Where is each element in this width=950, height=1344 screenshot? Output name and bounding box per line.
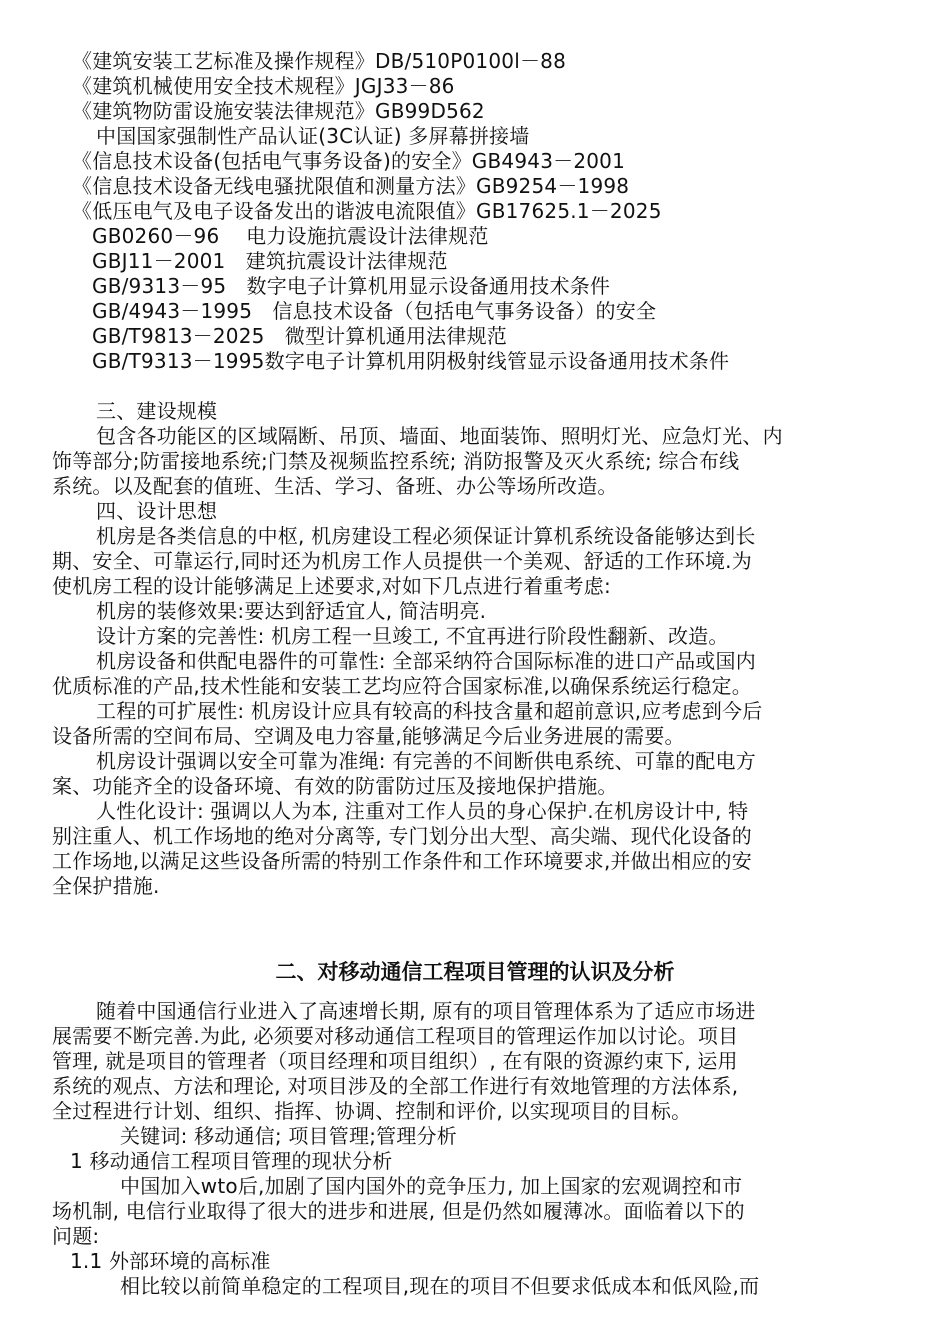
standard-line: 《建筑物防雷设施安装法律规范》GB99D562: [72, 99, 485, 123]
paragraph-line: 设备所需的空间布局、空调及电力容量,能够满足今后业务进展的需要。: [52, 724, 685, 748]
paragraph-line: 机房设计强调以安全可靠为准绳: 有完善的不间断供电系统、可靠的配电方: [96, 749, 756, 773]
paragraph-line: 随着中国通信行业进入了高速增长期, 原有的项目管理体系为了适应市场进: [96, 999, 756, 1023]
paragraph-line: 机房是各类信息的中枢, 机房建设工程必须保证计算机系统设备能够达到长: [96, 524, 756, 548]
standard-line: GB/4943－1995 信息技术设备（包括电气事务设备）的安全: [92, 299, 657, 323]
paragraph-line: 工程的可扩展性: 机房设计应具有较高的科技含量和超前意识,应考虑到今后: [96, 699, 763, 723]
paragraph-line: 案、功能齐全的设备环境、有效的防雷防过压及接地保护措施。: [52, 774, 618, 798]
standard-line-ccc: 中国国家强制性产品认证(3C认证) 多屏幕拼接墙: [96, 124, 530, 148]
paragraph-line: 管理, 就是项目的管理者（项目经理和项目组织）, 在有限的资源约束下, 运用: [52, 1049, 738, 1073]
paragraph-line: 包含各功能区的区域隔断、吊顶、墙面、地面装饰、照明灯光、应急灯光、内: [96, 424, 783, 448]
standard-line: 《信息技术设备(包括电气事务设备)的安全》GB4943－2001: [72, 149, 626, 173]
paragraph-line: 期、安全、可靠运行,同时还为机房工作人员提供一个美观、舒适的工作环境.为: [52, 549, 752, 573]
standard-line: GB/9313－95 数字电子计算机用显示设备通用技术条件: [92, 274, 611, 298]
paragraph-line: 别注重人、机工作场地的绝对分离等, 专门划分出大型、高尖端、现代化设备的: [52, 824, 752, 848]
paragraph-line: 机房的装修效果:要达到舒适宜人, 简洁明亮.: [96, 599, 487, 623]
paragraph-line: 展需要不断完善.为此, 必须要对移动通信工程项目的管理运作加以讨论。项目: [52, 1024, 739, 1048]
paragraph-line: 设计方案的完善性: 机房工程一旦竣工, 不宜再进行阶段性翻新、改造。: [96, 624, 729, 648]
chapter-title: 二、对移动通信工程项目管理的认识及分析: [275, 960, 675, 984]
standard-line: GB0260－96 电力设施抗震设计法律规范: [92, 224, 489, 248]
keywords-line: 关键词: 移动通信; 项目管理;管理分析: [120, 1124, 457, 1148]
paragraph-line: 相比较以前简单稳定的工程项目,现在的项目不但要求低成本和低风险,而: [120, 1274, 760, 1298]
section-heading: 三、建设规模: [96, 399, 218, 423]
paragraph-line: 问题:: [52, 1224, 100, 1248]
paragraph-line: 优质标准的产品,技术性能和安装工艺均应符合国家标准,以确保系统运行稳定。: [52, 674, 752, 698]
paragraph-line: 场机制, 电信行业取得了很大的进步和进展, 但是仍然如履薄冰。面临着以下的: [52, 1199, 745, 1223]
paragraph-line: 中国加入wto后,加剧了国内国外的竞争压力, 加上国家的宏观调控和市: [120, 1174, 743, 1198]
standard-line: 《建筑机械使用安全技术规程》JGJ33－86: [72, 74, 455, 98]
paragraph-line: 全过程进行计划、组织、指挥、协调、控制和评价, 以实现项目的目标。: [52, 1099, 692, 1123]
standard-line: 《低压电气及电子设备发出的谐波电流限值》GB17625.1－2025: [72, 199, 662, 223]
paragraph-line: 机房设备和供配电器件的可靠性: 全部采纳符合国际标准的进口产品或国内: [96, 649, 756, 673]
standard-line: 《信息技术设备无线电骚扰限值和测量方法》GB9254－1998: [72, 174, 630, 198]
subsection-heading: 1 移动通信工程项目管理的现状分析: [70, 1149, 393, 1173]
standard-line: GB/T9813－2025 微型计算机通用法律规范: [92, 324, 507, 348]
standard-line: GBJ11－2001 建筑抗震设计法律规范: [92, 249, 448, 273]
paragraph-line: 系统的观点、方法和理论, 对项目涉及的全部工作进行有效地管理的方法体系,: [52, 1074, 739, 1098]
paragraph-line: 工作场地,以满足这些设备所需的特别工作条件和工作环境要求,并做出相应的安: [52, 849, 752, 873]
paragraph-line: 全保护措施.: [52, 874, 160, 898]
subsection-heading: 1.1 外部环境的高标准: [70, 1249, 271, 1273]
paragraph-line: 人性化设计: 强调以人为本, 注重对工作人员的身心保护.在机房设计中, 特: [96, 799, 749, 823]
paragraph-line: 饰等部分;防雷接地系统;门禁及视频监控系统; 消防报警及灭火系统; 综合布线: [52, 449, 740, 473]
standard-line: 《建筑安装工艺标准及操作规程》DB/510P0100l－88: [72, 49, 566, 73]
paragraph-line: 系统。以及配套的值班、生活、学习、备班、办公等场所改造。: [52, 474, 618, 498]
paragraph-line: 使机房工程的设计能够满足上述要求,对如下几点进行着重考虑:: [52, 574, 611, 598]
section-heading: 四、设计思想: [96, 499, 218, 523]
standard-line: GB/T9313－1995数字电子计算机用阴极射线管显示设备通用技术条件: [92, 349, 730, 373]
